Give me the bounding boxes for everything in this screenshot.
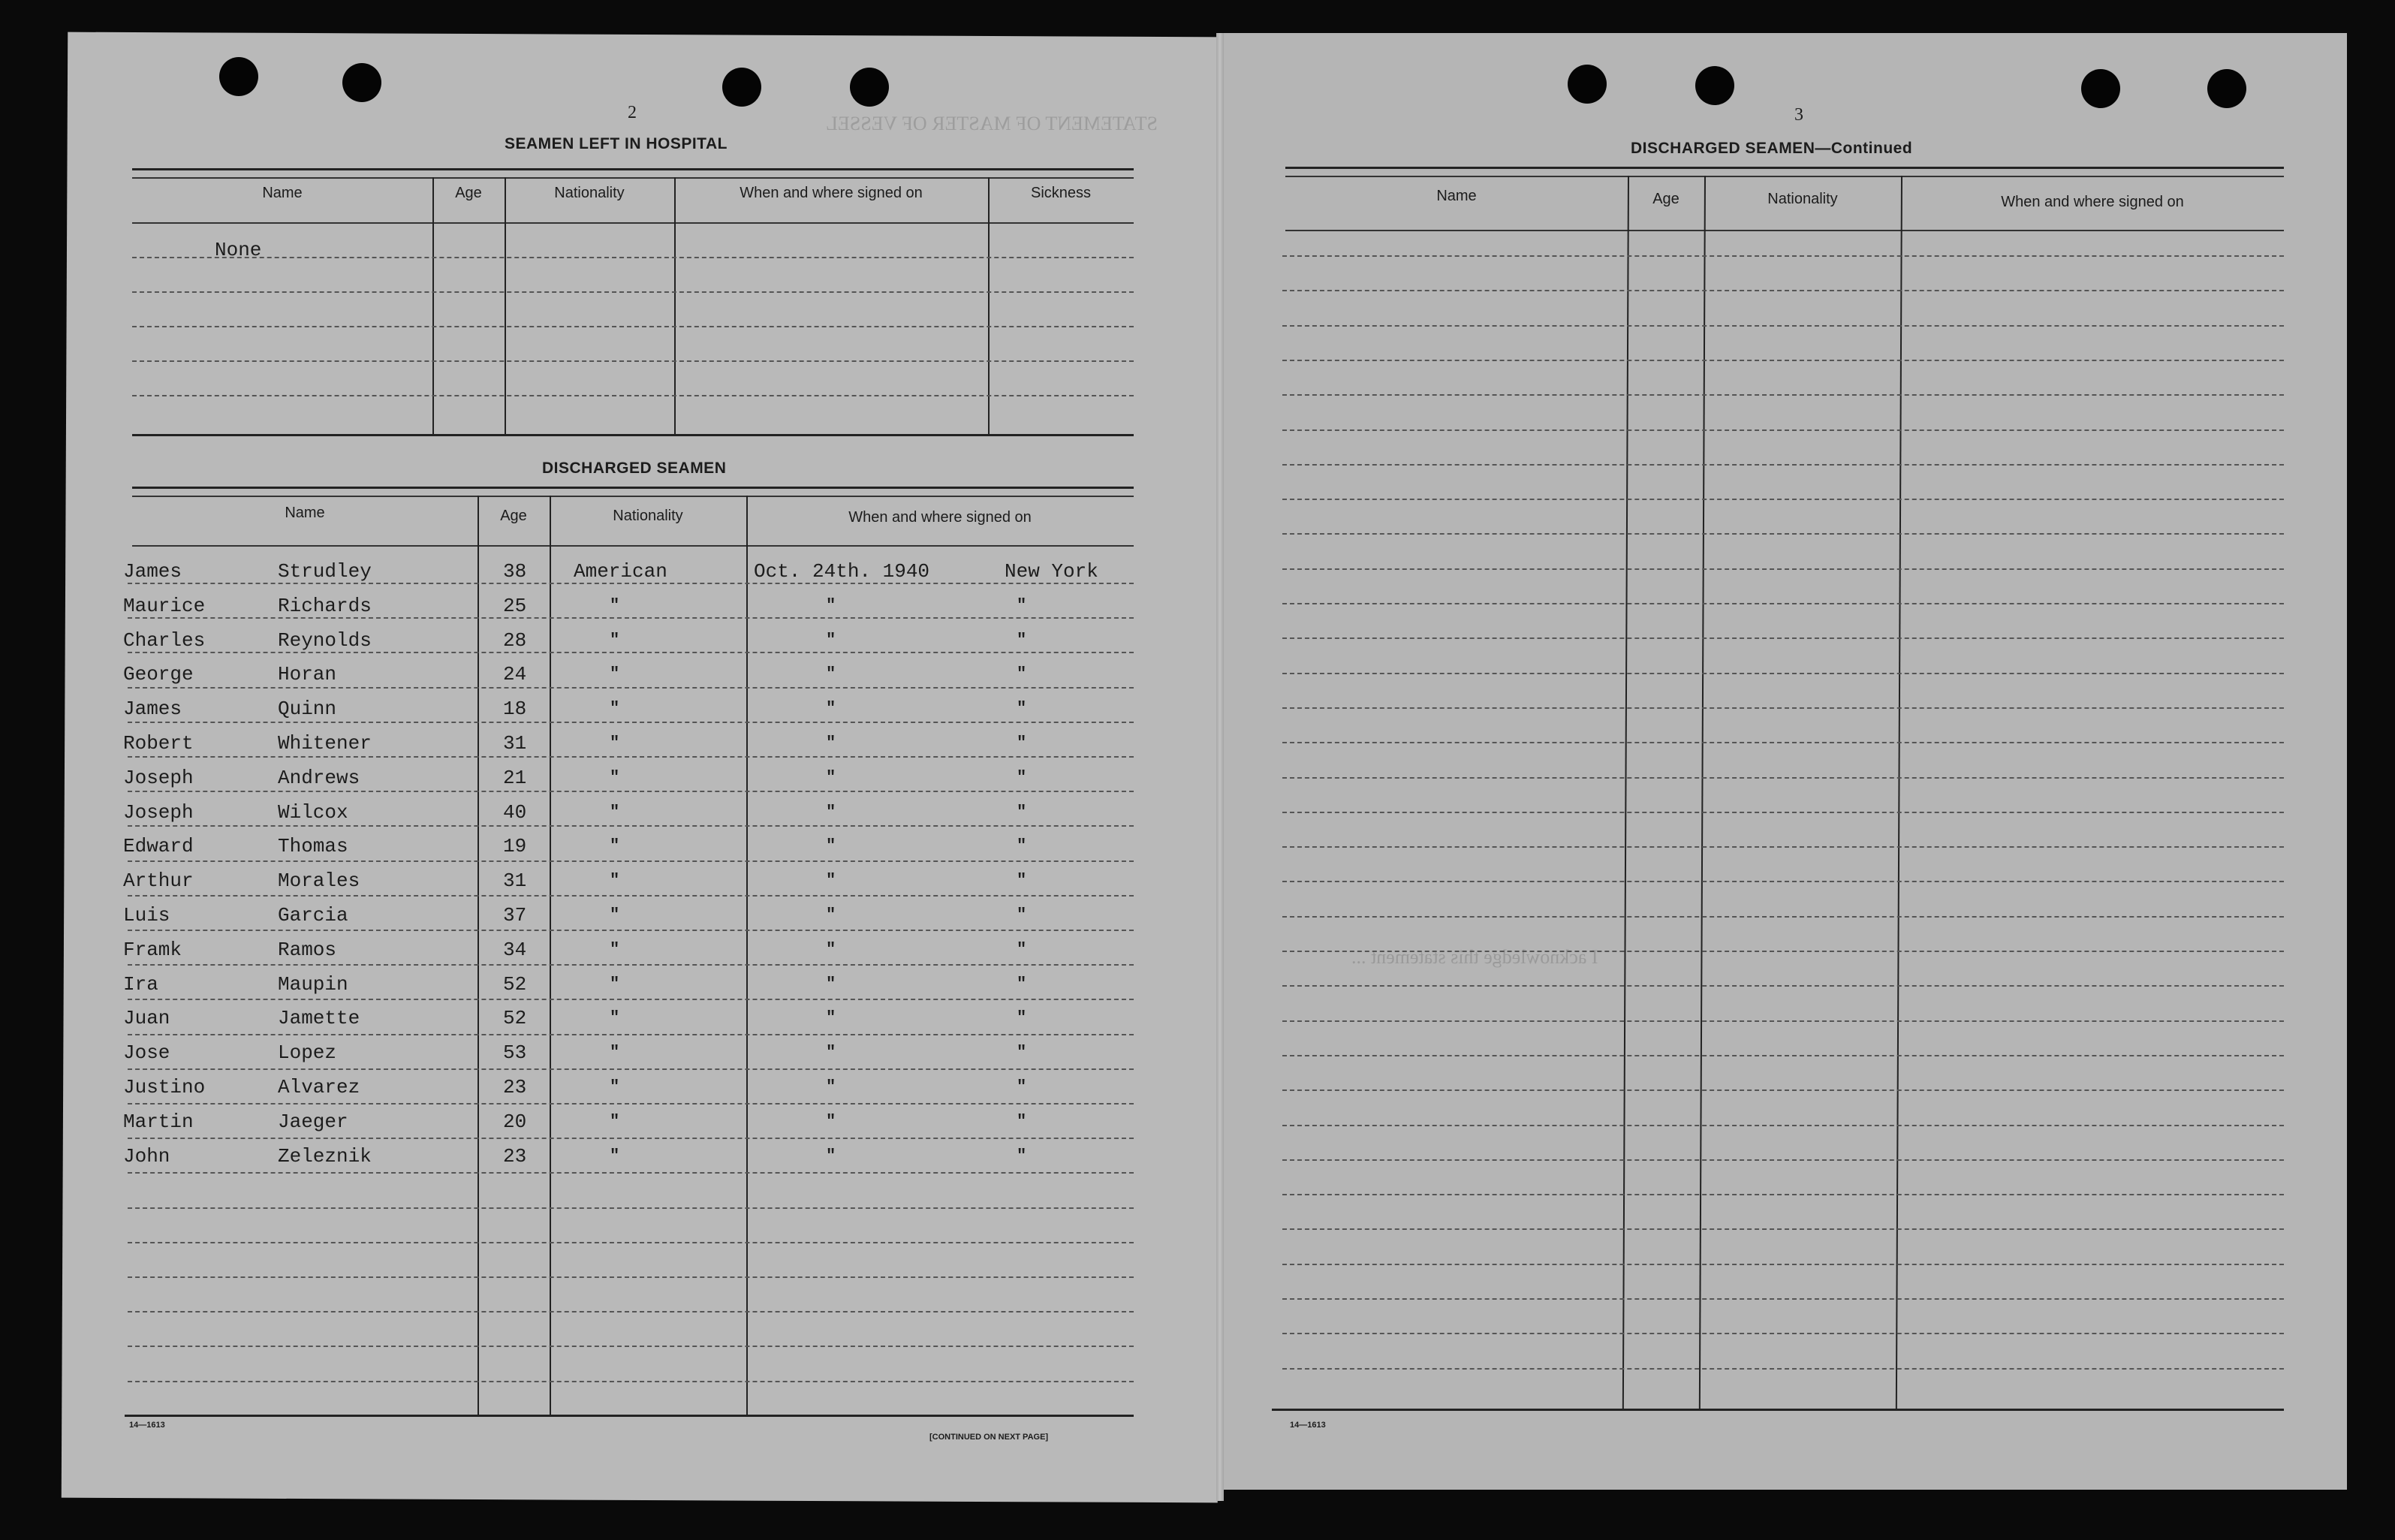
punch-hole [1695, 66, 1734, 105]
seaman-signed-on-place: " [1017, 974, 1027, 993]
ruled-line [1282, 673, 2284, 674]
continued-header-name: Name [1436, 188, 1477, 204]
ruled-line [1282, 1159, 2284, 1161]
seaman-age: 25 [503, 594, 527, 617]
continued-header-signed-on: When and where signed on [2001, 194, 2184, 210]
seaman-last-name: Quinn [278, 698, 337, 721]
ruled-line [132, 395, 1134, 396]
seaman-nationality: " [610, 1008, 620, 1028]
seaman-nationality: " [610, 871, 620, 891]
ruled-line [128, 930, 1134, 931]
discharged-table-bottom-rule [125, 1415, 1134, 1417]
seaman-signed-on-date: " [826, 1077, 836, 1096]
ruled-line [128, 722, 1134, 723]
ruled-line [1282, 429, 2284, 431]
seaman-signed-on-date: " [826, 974, 836, 993]
seaman-first-name: Martin [123, 1110, 194, 1133]
seaman-signed-on-place: " [1017, 939, 1027, 959]
discharged-header-name: Name [285, 505, 325, 521]
ruled-line [128, 652, 1134, 653]
seaman-nationality: " [610, 974, 620, 993]
seaman-last-name: Thomas [278, 835, 348, 858]
seaman-signed-on-place: " [1017, 906, 1027, 924]
seaman-nationality: " [610, 734, 620, 752]
ruled-line [128, 825, 1134, 827]
seaman-signed-on-date: " [826, 802, 836, 821]
seaman-age: 24 [503, 663, 527, 686]
ruled-line [1282, 1089, 2284, 1091]
seaman-signed-on-place: " [1017, 871, 1027, 891]
ruled-line [128, 1346, 1134, 1347]
ruled-line [128, 756, 1134, 758]
hospital-table-bottom-rule [132, 434, 1134, 436]
seaman-age: 20 [503, 1110, 527, 1133]
ruled-line [128, 687, 1134, 689]
seaman-signed-on-place: New York [1005, 560, 1098, 583]
seaman-signed-on-date: " [826, 767, 836, 787]
ruled-line [1282, 499, 2284, 500]
seaman-nationality: American [574, 560, 667, 583]
seaman-first-name: Jose [123, 1041, 170, 1065]
seaman-signed-on-place: " [1017, 1146, 1027, 1165]
seaman-signed-on-date: Oct. 24th. 1940 [754, 560, 930, 583]
ruled-line [128, 1381, 1134, 1382]
ruled-line [1282, 464, 2284, 466]
discharged-header-signed-on: When and where signed on [848, 509, 1032, 526]
seaman-age: 31 [503, 732, 527, 755]
ruled-line [128, 1034, 1134, 1035]
ruled-line [128, 583, 1134, 584]
seaman-signed-on-place: " [1017, 734, 1027, 752]
hospital-header-age: Age [455, 185, 482, 201]
page-fold [1216, 33, 1224, 1501]
ruled-line [1282, 360, 2284, 361]
seaman-age: 18 [503, 698, 527, 721]
seaman-signed-on-place: " [1017, 699, 1027, 719]
seaman-signed-on-date: " [826, 734, 836, 752]
ruled-line [1282, 325, 2284, 327]
seaman-signed-on-date: " [826, 1146, 836, 1165]
seaman-nationality: " [610, 1111, 620, 1131]
ruled-line [128, 964, 1134, 966]
seaman-age: 23 [503, 1144, 527, 1168]
seaman-signed-on-place: " [1017, 802, 1027, 821]
seaman-first-name: Joseph [123, 800, 194, 824]
seaman-signed-on-place: " [1017, 1111, 1027, 1131]
seaman-signed-on-date: " [826, 939, 836, 959]
ruled-line [1282, 1298, 2284, 1300]
bleed-through-text: I acknowledge this statement ... [1351, 946, 1598, 968]
discharged-header-nationality: Nationality [613, 508, 683, 524]
hospital-section-title: SEAMEN LEFT IN HOSPITAL [505, 135, 728, 152]
ruled-line [1282, 1368, 2284, 1370]
seaman-signed-on-place: " [1017, 1043, 1027, 1062]
discharged-header-age: Age [500, 508, 527, 524]
seaman-first-name: Ira [123, 972, 158, 996]
ruled-line [1282, 812, 2284, 813]
punch-hole [850, 68, 889, 107]
seaman-nationality: " [610, 1077, 620, 1096]
seaman-signed-on-date: " [826, 699, 836, 719]
punch-hole [722, 68, 761, 107]
seaman-first-name: James [123, 560, 182, 583]
seaman-nationality: " [610, 595, 620, 615]
seaman-first-name: Robert [123, 732, 194, 755]
seaman-last-name: Maupin [278, 972, 348, 996]
ruled-line [128, 1276, 1134, 1278]
seaman-last-name: Richards [278, 594, 372, 617]
seaman-first-name: Framk [123, 938, 182, 961]
continued-table-top-rule [1285, 167, 2284, 169]
seaman-last-name: Andrews [278, 766, 360, 789]
seaman-last-name: Horan [278, 663, 337, 686]
seaman-first-name: Luis [123, 904, 170, 927]
seaman-signed-on-date: " [826, 871, 836, 891]
seaman-last-name: Wilcox [278, 800, 348, 824]
seaman-signed-on-place: " [1017, 1008, 1027, 1028]
seaman-first-name: George [123, 663, 194, 686]
seaman-first-name: James [123, 698, 182, 721]
seaman-signed-on-date: " [826, 1111, 836, 1131]
seaman-last-name: Garcia [278, 904, 348, 927]
ruled-line [128, 1103, 1134, 1105]
seaman-nationality: " [610, 699, 620, 719]
seaman-last-name: Strudley [278, 560, 372, 583]
seaman-signed-on-date: " [826, 595, 836, 615]
seaman-last-name: Morales [278, 869, 360, 893]
hospital-header-name: Name [262, 185, 303, 201]
page-number: 2 [628, 103, 637, 122]
ruled-line [128, 791, 1134, 792]
seaman-signed-on-date: " [826, 906, 836, 924]
ruled-line [1282, 1055, 2284, 1056]
continued-section-title: DISCHARGED SEAMEN—Continued [1631, 140, 1913, 157]
seaman-age: 34 [503, 938, 527, 961]
punch-hole [2081, 69, 2120, 108]
ruled-line [1282, 637, 2284, 639]
seaman-last-name: Ramos [278, 938, 337, 961]
seaman-nationality: " [610, 939, 620, 959]
discharged-header-rule [132, 545, 1134, 547]
hospital-header-nationality: Nationality [554, 185, 625, 201]
seaman-age: 53 [503, 1041, 527, 1065]
ruled-line [1282, 1125, 2284, 1126]
seaman-signed-on-date: " [826, 836, 836, 856]
ruled-line [1282, 533, 2284, 535]
ruled-line [1282, 951, 2284, 952]
ruled-line [1282, 1194, 2284, 1195]
seaman-first-name: John [123, 1144, 170, 1168]
seaman-nationality: " [610, 1146, 620, 1165]
ruled-line [1282, 568, 2284, 570]
seaman-last-name: Alvarez [278, 1076, 360, 1098]
ruled-line [128, 617, 1134, 619]
discharged-section-title: DISCHARGED SEAMEN [542, 460, 727, 477]
seaman-last-name: Zeleznik [278, 1144, 372, 1168]
ruled-line [132, 360, 1134, 362]
hospital-table-top-rule [132, 168, 1134, 170]
ruled-line [1282, 255, 2284, 257]
seaman-signed-on-place: " [1017, 595, 1027, 615]
ruled-line [128, 999, 1134, 1000]
ruled-line [1282, 777, 2284, 779]
seaman-last-name: Jaeger [278, 1110, 348, 1133]
form-number: 14—1613 [129, 1421, 165, 1430]
seaman-last-name: Whitener [278, 732, 372, 755]
seaman-signed-on-date: " [826, 665, 836, 684]
seaman-age: 38 [503, 560, 527, 583]
seaman-signed-on-date: " [826, 1043, 836, 1062]
bleed-through-text: STATEMENT OF MASTER OF VESSEL [826, 113, 1158, 134]
ruled-line [1282, 985, 2284, 987]
continued-table-rule [1285, 176, 2284, 177]
seaman-signed-on-place: " [1017, 665, 1027, 684]
seaman-age: 23 [503, 1076, 527, 1098]
seaman-last-name: Lopez [278, 1041, 337, 1065]
seaman-nationality: " [610, 1043, 620, 1062]
ruled-line [128, 1207, 1134, 1209]
ruled-line [1282, 1228, 2284, 1230]
ruled-line [132, 257, 1134, 258]
punch-hole [1568, 65, 1607, 104]
discharged-table-rule [132, 496, 1134, 497]
seaman-age: 52 [503, 972, 527, 996]
seaman-nationality: " [610, 836, 620, 856]
seaman-signed-on-date: " [826, 630, 836, 649]
ruled-line [132, 326, 1134, 327]
punch-hole [2207, 69, 2246, 108]
ruled-line [1282, 1333, 2284, 1334]
seaman-first-name: Maurice [123, 594, 206, 617]
ruled-line [1282, 394, 2284, 396]
hospital-header-signed-on: When and where signed on [740, 185, 923, 201]
seaman-age: 40 [503, 800, 527, 824]
hospital-header-sickness: Sickness [1030, 185, 1092, 201]
ruled-line [1282, 290, 2284, 291]
ruled-line [128, 1138, 1134, 1139]
ruled-line [128, 860, 1134, 862]
seaman-last-name: Jamette [278, 1007, 360, 1030]
seaman-age: 21 [503, 766, 527, 789]
seaman-nationality: " [610, 767, 620, 787]
discharged-table-top-rule [132, 487, 1134, 489]
seaman-first-name: Edward [123, 835, 194, 858]
seaman-age: 37 [503, 904, 527, 927]
seaman-last-name: Reynolds [278, 628, 372, 652]
hospital-header-rule [132, 222, 1134, 224]
continued-header-nationality: Nationality [1767, 191, 1838, 207]
punch-hole [342, 63, 381, 102]
seaman-age: 28 [503, 628, 527, 652]
ruled-line [1282, 603, 2284, 604]
continued-table-bottom-rule [1272, 1409, 2284, 1411]
seaman-signed-on-place: " [1017, 1077, 1027, 1096]
hospital-table-rule [132, 177, 1134, 179]
ruled-line [1282, 846, 2284, 848]
ruled-line [1282, 1264, 2284, 1265]
ruled-line [1282, 1020, 2284, 1022]
ruled-line [1282, 742, 2284, 743]
seaman-age: 31 [503, 869, 527, 893]
seaman-age: 52 [503, 1007, 527, 1030]
seaman-age: 19 [503, 835, 527, 858]
ruled-line [1282, 881, 2284, 882]
seaman-first-name: Juan [123, 1007, 170, 1030]
continued-header-age: Age [1652, 191, 1680, 207]
continued-header-rule [1285, 230, 2284, 231]
ruled-line [128, 1311, 1134, 1312]
page-number: 3 [1794, 105, 1803, 125]
ruled-line [1282, 916, 2284, 918]
seaman-signed-on-place: " [1017, 630, 1027, 649]
ruled-line [128, 895, 1134, 897]
punch-hole [219, 57, 258, 96]
seaman-first-name: Charles [123, 628, 206, 652]
seaman-first-name: Justino [123, 1076, 206, 1098]
ruled-line [128, 1242, 1134, 1243]
seaman-nationality: " [610, 665, 620, 684]
seaman-signed-on-place: " [1017, 836, 1027, 856]
seaman-signed-on-place: " [1017, 767, 1027, 787]
hospital-entry-none: None [215, 239, 262, 261]
ruled-line [128, 1068, 1134, 1070]
ruled-line [128, 1172, 1134, 1174]
seaman-first-name: Arthur [123, 869, 194, 893]
seaman-nationality: " [610, 630, 620, 649]
seaman-signed-on-date: " [826, 1008, 836, 1028]
seaman-first-name: Joseph [123, 766, 194, 789]
form-number: 14—1613 [1290, 1421, 1326, 1430]
ruled-line [132, 291, 1134, 293]
right-page [1221, 33, 2347, 1490]
continued-note: [CONTINUED ON NEXT PAGE] [929, 1433, 1049, 1442]
ruled-line [1282, 707, 2284, 709]
seaman-nationality: " [610, 906, 620, 924]
seaman-nationality: " [610, 802, 620, 821]
